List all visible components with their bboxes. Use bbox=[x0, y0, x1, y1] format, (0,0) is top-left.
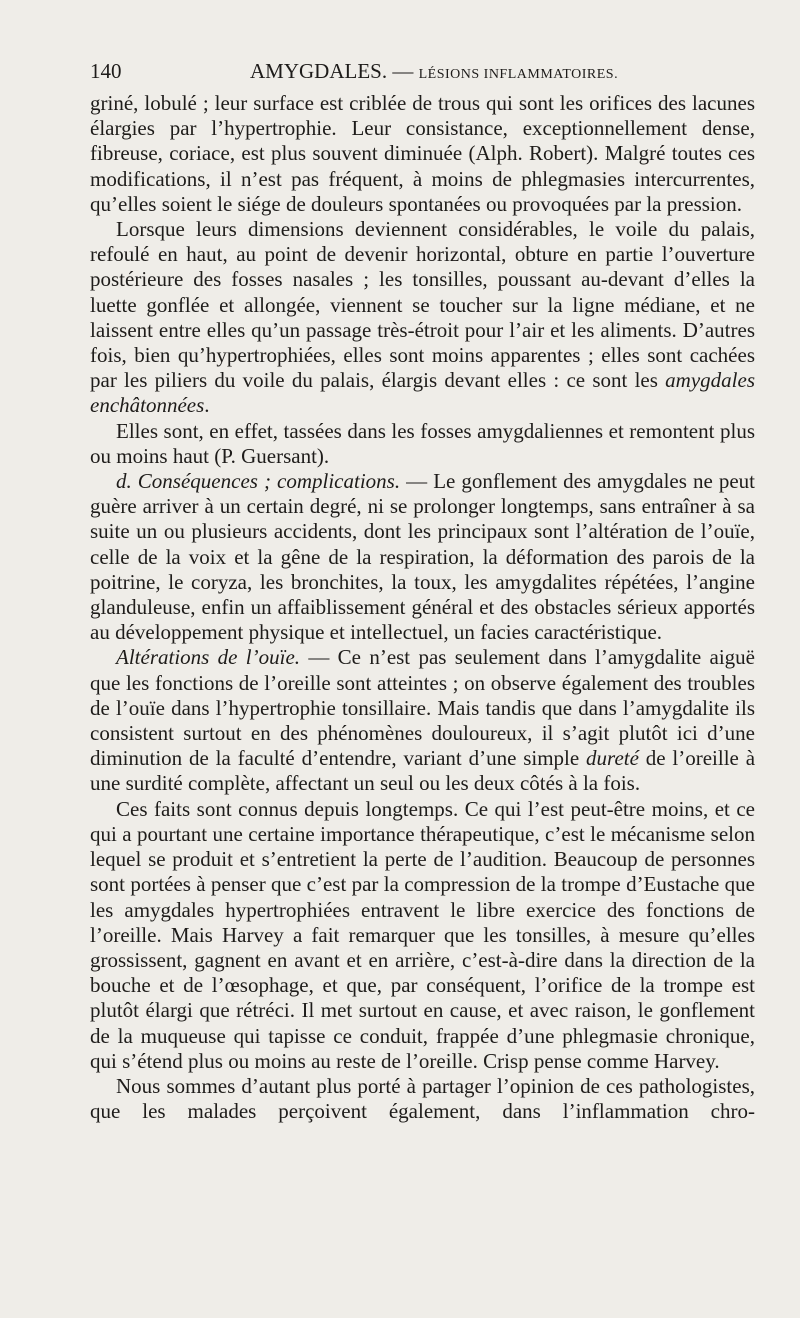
body-text bbox=[90, 91, 755, 1124]
title-dash: — bbox=[387, 59, 419, 83]
section-heading-alterations: Altérations de l’ouïe. bbox=[116, 645, 301, 670]
section-heading-consequences: d. Conséquences ; complications. bbox=[116, 469, 401, 494]
term-durete: dureté bbox=[586, 746, 639, 771]
paragraph-3: Elles sont, en effet, tassées dans les fosses amygdaliennes et remontent plus ou moins haut (P. Guersant). bbox=[90, 418, 755, 468]
paragraph-7: Nous sommes d’autant plus porté à partager l’opinion de ces pathologistes, que les malades perçoivent également, dans l’inflammation chro- bbox=[90, 1073, 755, 1124]
paragraph-2: Lorsque leurs dimensions deviennent considérables, le voile du palais, refoulé en haut, au point de devenir horizontal, obture en partie l’ouverture postérieure des fosses nasales ; les tonsilles, poussant au-devant d’elles la luette gonflée et allongée, viennent se toucher sur la ligne médiane, et ne laissent entre elles qu’un passage très-étroit pour l’air et les aliments. D’autres fois, bien qu’hypertrophiées, elles sont moins apparentes ; elles sont cachées par les piliers du voile du palais, élargis devant elles : ce sont les amygdales enchâtonnées. bbox=[90, 217, 755, 418]
paragraph-6: Ces faits sont connus depuis longtemps. Ce qui l’est peut-être moins, et ce qui a pourtant une certaine importance thérapeutique, c’est le mécanisme selon lequel se produit et s’entretient la perte de l’audition. Beaucoup de personnes sont portées à penser que c’est par la compression de la trompe d’Eustache que les amygdales hypertrophiées entravent le libre exercice des fonctions de l’oreille. Mais Harvey a fait remarquer que les tonsilles, à mesure qu’elles grossissent, gagnent en avant et en arrière, c’est-à-dire dans la direction de la bouche et de l’œsophage, et que, par conséquent, l’orifice de la trompe est plutôt élargi que rétréci. Il met surtout en cause, et avec raison, le gonflement de la muqueuse qui tapisse ce conduit, frappée d’une phlegmasie chronique, qui s’étend plus ou moins au reste de l’oreille. Crisp pense comme Harvey. bbox=[90, 796, 755, 1073]
term-amygdales-enchatonnees: amygdales enchâtonnées bbox=[90, 368, 755, 418]
paragraph-4: d. Conséquences ; complications. — Le gonflement des amygdales ne peut guère arriver à un certain degré, ni se prolonger longtemps, sans entraîner à sa suite un ou plusieurs accidents, dont les principaux sont l’altération de l’ouïe, celle de la voix et la gêne de la respiration, la déformation des parois de la poitrine, le coryza, les bronchites, la toux, les amygdalites répétées, l’angine glanduleuse, enfin un affaiblissement général et des obstacles sérieux apportés au développement physique et intellectuel, un facies caractéristique. bbox=[90, 469, 755, 645]
running-header bbox=[90, 56, 762, 86]
paragraph-1: griné, lobulé ; leur surface est criblée de trous qui sont les orifices des lacunes élargies par l’hypertrophie. Leur consistance, exceptionnellement dense, fibreuse, coriace, est plus souvent diminuée (Alph. Robert). Malgré toutes ces modifications, il n’est pas fréquent, à moins de phlegmasies intercurrentes, qu’elles soient le siége de douleurs spontanées ou provoquées par la pression. bbox=[90, 91, 755, 216]
running-title bbox=[250, 56, 618, 90]
paragraph-5: Altérations de l’ouïe. — Ce n’est pas seulement dans l’amygdalite aiguë que les fonctions de l’oreille sont atteintes ; on observe également des troubles de l’ouïe dans l’hypertrophie tonsillaire. Mais tandis que dans l’amygdalite ils consistent surtout en des phénomènes douloureux, il s’agit plutôt ici d’une diminution de la faculté d’entendre, variant d’une simple dureté de l’oreille à une surdité complète, affectant un seul ou les deux côtés à la fois. bbox=[90, 645, 756, 796]
chapter-title: AMYGDALES. bbox=[250, 59, 388, 83]
section-subtitle: LÉSIONS INFLAMMATOIRES. bbox=[418, 67, 619, 82]
page-number: 140 bbox=[90, 59, 122, 83]
